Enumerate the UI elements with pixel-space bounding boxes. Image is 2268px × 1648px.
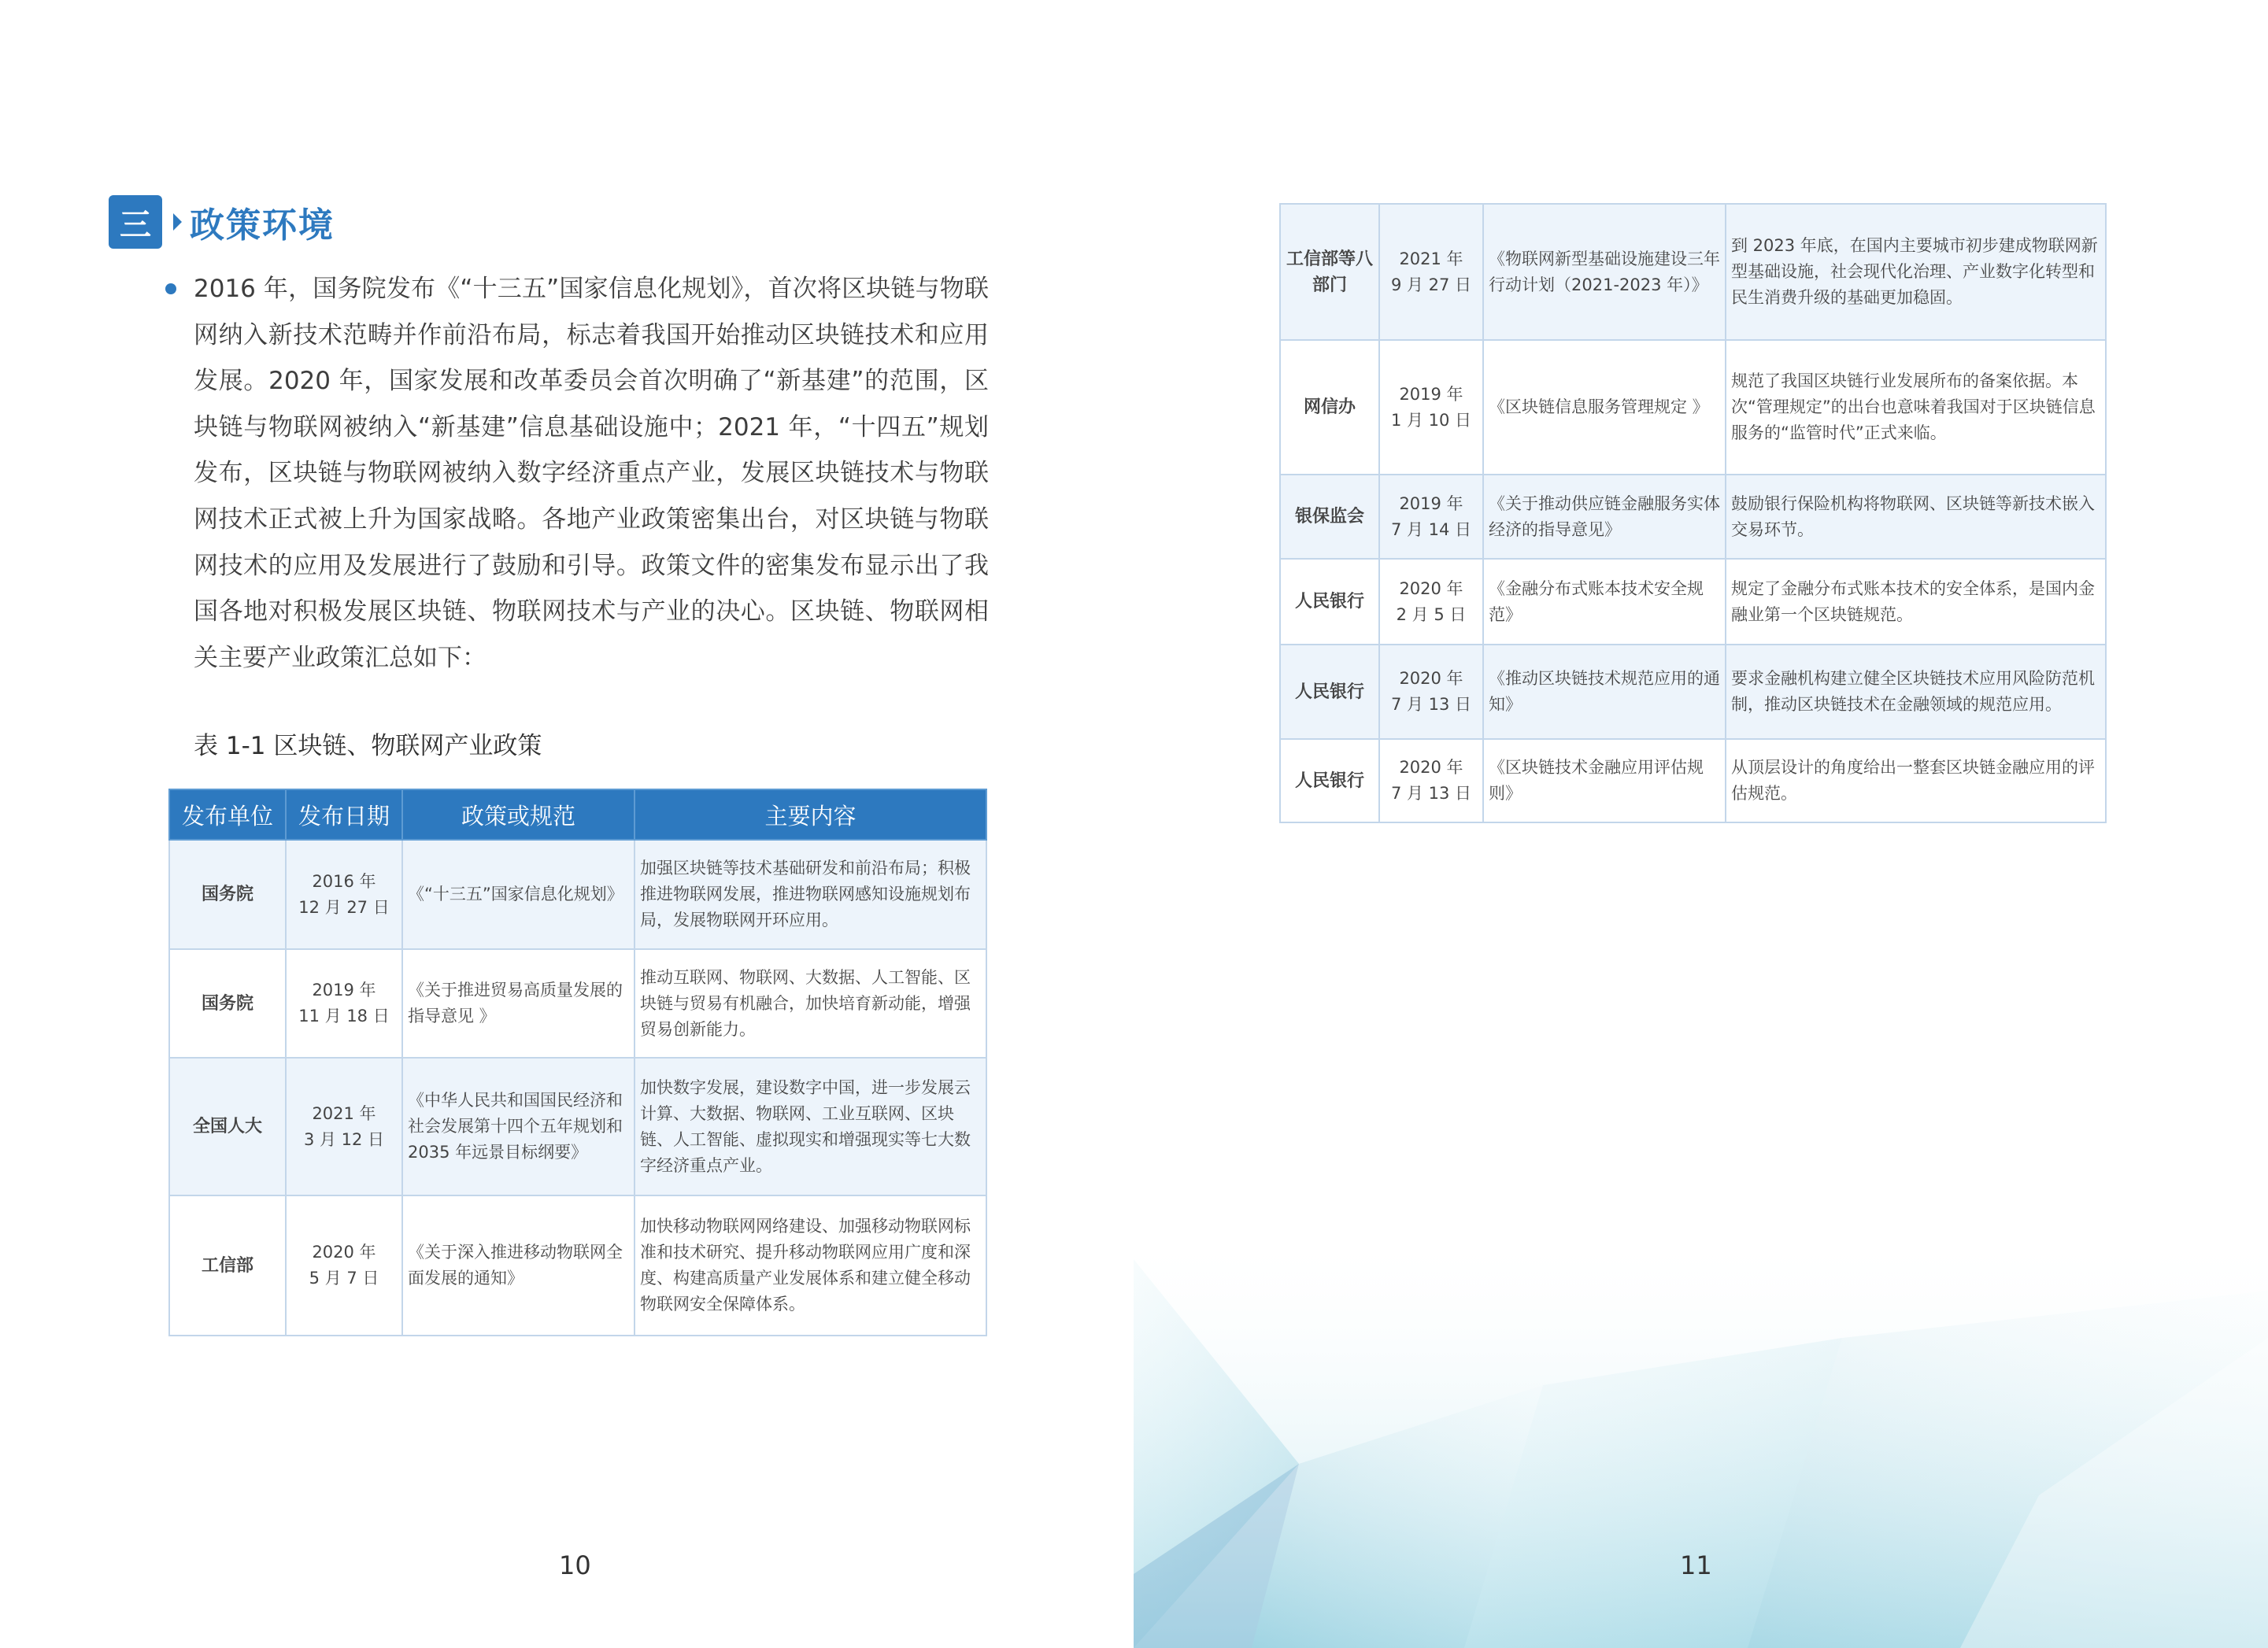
section-heading (109, 195, 335, 249)
header-issuer: 发布单位 (169, 789, 286, 840)
table-row (169, 1058, 986, 1195)
cell-date (1379, 475, 1483, 559)
cell-content: 规范了我国区块链行业发展所布的备案依据。本次“管理规定”的出台也意味着我国对于区块链信息服务的“监管时代”正式来临。 (1726, 340, 2106, 475)
cell-issuer: 全国人大 (169, 1058, 286, 1195)
table-row (1280, 340, 2106, 475)
cell-issuer: 银保监会 (1280, 475, 1379, 559)
cell-date (286, 1195, 402, 1336)
cell-policy: 《关于推进贸易高质量发展的指导意见 》 (402, 949, 635, 1058)
cell-issuer: 人民银行 (1280, 645, 1379, 739)
date-day: 2 月 5 日 (1396, 604, 1467, 624)
cell-date (1379, 559, 1483, 645)
section-number-badge: 三 (109, 195, 162, 249)
date-year: 2020 年 (1399, 758, 1463, 777)
cell-date (1379, 340, 1483, 475)
date-year: 2020 年 (312, 1243, 376, 1262)
cell-date (1379, 204, 1483, 340)
table-row (1280, 559, 2106, 645)
cell-content: 鼓励银行保险机构将物联网、区块链等新技术嵌入交易环节。 (1726, 475, 2106, 559)
policy-table-part-1 (168, 789, 987, 1336)
cell-issuer: 人民银行 (1280, 739, 1379, 822)
date-day: 11 月 18 日 (298, 1007, 390, 1025)
cell-content: 从顶层设计的角度给出一整套区块链金融应用的评估规范。 (1726, 739, 2106, 822)
cell-date (286, 1058, 402, 1195)
table-row (169, 840, 986, 949)
cell-issuer: 国务院 (169, 840, 286, 949)
date-year: 2021 年 (1399, 249, 1463, 268)
header-date: 发布日期 (286, 789, 402, 840)
cell-content: 到 2023 年底，在国内主要城市初步建成物联网新型基础设施，社会现代化治理、产业数字化转型和民生消费升级的基础更加稳固。 (1726, 204, 2106, 340)
cell-policy: 《关于推动供应链金融服务实体经济的指导意见》 (1483, 475, 1726, 559)
date-day: 7 月 13 日 (1390, 695, 1472, 714)
date-day: 9 月 27 日 (1390, 275, 1472, 294)
cell-issuer: 网信办 (1280, 340, 1379, 475)
date-year: 2016 年 (312, 871, 376, 891)
table-caption: 表 1-1 区块链、物联网产业政策 (194, 732, 542, 760)
cell-content: 规定了金融分布式账本技术的安全体系，是国内金融业第一个区块链规范。 (1726, 559, 2106, 645)
date-day: 7 月 14 日 (1390, 519, 1472, 539)
cell-issuer: 工信部 (169, 1195, 286, 1336)
header-policy: 政策或规范 (402, 789, 635, 840)
cell-policy: 《金融分布式账本技术安全规范》 (1483, 559, 1726, 645)
cell-policy: 《推动区块链技术规范应用的通知》 (1483, 645, 1726, 739)
date-day: 3 月 12 日 (303, 1129, 385, 1149)
date-year: 2019 年 (1399, 493, 1463, 513)
cell-content: 加强区块链等技术基础研发和前沿布局；积极推进物联网发展，推进物联网感知设施规划布局，发展物联网开环应用。 (635, 840, 986, 949)
date-day: 1 月 10 日 (1390, 410, 1472, 430)
cell-policy: 《“十三五”国家信息化规划》 (402, 840, 635, 949)
table-row (1280, 204, 2106, 340)
cell-content: 加快移动物联网网络建设、加强移动物联网标准和技术研究、提升移动物联网应用广度和深度、构建高质量产业发展体系和建立健全移动物联网安全保障体系。 (635, 1195, 986, 1336)
table-row (1280, 645, 2106, 739)
date-year: 2020 年 (1399, 578, 1463, 598)
date-day: 12 月 27 日 (298, 897, 390, 917)
date-year: 2019 年 (312, 981, 376, 1000)
cell-date (286, 949, 402, 1058)
cell-policy: 《区块链技术金融应用评估规则》 (1483, 739, 1726, 822)
date-day: 7 月 13 日 (1390, 784, 1472, 803)
table-row (169, 949, 986, 1058)
cell-content: 要求金融机构建立健全区块链技术应用风险防范机制，推动区块链技术在金融领域的规范应用。 (1726, 645, 2106, 739)
policy-table-part-2 (1279, 203, 2107, 823)
bullet-dot-icon (165, 283, 176, 294)
cell-content: 推动互联网、物联网、大数据、人工智能、区块链与贸易有机融合，加快培育新动能，增强贸易创新能力。 (635, 949, 986, 1058)
date-year: 2021 年 (312, 1103, 376, 1123)
cell-date (1379, 645, 1483, 739)
date-year: 2019 年 (1399, 384, 1463, 404)
page-number: 11 (1680, 1550, 1712, 1580)
cell-policy: 《关于深入推进移动物联网全面发展的通知》 (402, 1195, 635, 1336)
table-row (169, 1195, 986, 1336)
table-row (1280, 475, 2106, 559)
page-number: 10 (559, 1550, 591, 1580)
cell-policy: 《物联网新型基础设施建设三年行动计划（2021-2023 年）》 (1483, 204, 1726, 340)
cell-date (1379, 739, 1483, 822)
cell-issuer: 国务院 (169, 949, 286, 1058)
date-day: 5 月 7 日 (309, 1269, 379, 1288)
cell-content: 加快数字发展，建设数字中国，进一步发展云计算、大数据、物联网、工业互联网、区块链、人工智能、虚拟现实和增强现实等七大数字经济重点产业。 (635, 1058, 986, 1195)
cell-date (286, 840, 402, 949)
intro-paragraph: 2016 年，国务院发布《“十三五”国家信息化规划》，首次将区块链与物联网纳入新技术范畴并作前沿布局，标志着我国开始推动区块链技术和应用发展。2020 年，国家发展和改革委员会首次明确了“新基建”的范围，区块链与物联网被纳入“新基建”信息基础设施中；2021 年，“十四五”规划发布，区块链与物联网被纳入数字经济重点产业，发展区块链技术与物联网技术正式被上升为国家战略。各地产业政策密集出台，对区块链与物联网技术的应用及发展进行了鼓励和引导。政策文件的密集发布显示出了我国各地对积极发展区块链、物联网技术与产业的决心。区块链、物联网相关主要产业政策汇总如下： (194, 275, 989, 672)
table-row (1280, 739, 2106, 822)
header-content: 主要内容 (635, 789, 986, 840)
cell-issuer: 人民银行 (1280, 559, 1379, 645)
section-title: 政策环境 (190, 205, 335, 246)
cell-policy: 《中华人民共和国国民经济和社会发展第十四个五年规划和 2035 年远景目标纲要》 (402, 1058, 635, 1195)
cell-policy: 《区块链信息服务管理规定 》 (1483, 340, 1726, 475)
date-year: 2020 年 (1399, 669, 1463, 688)
cell-issuer: 工信部等八部门 (1280, 204, 1379, 340)
table-header-row (169, 789, 986, 840)
triangle-right-icon (173, 213, 182, 231)
